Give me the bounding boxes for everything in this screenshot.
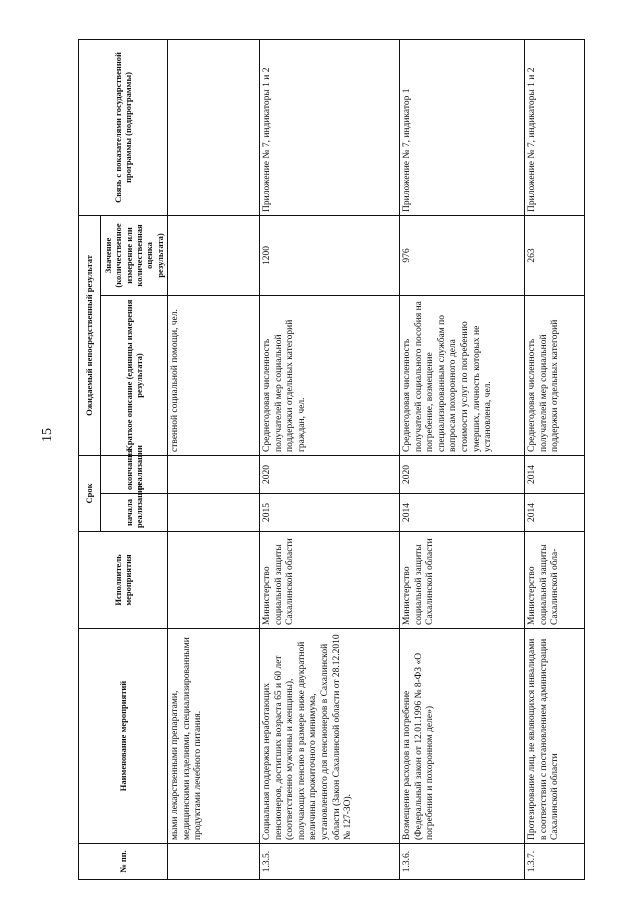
row-executor: Министерство социальной защиты Сахалинской области [400, 532, 525, 629]
row-num: 1.3.7. [525, 844, 585, 880]
row-desc: Среднегодовая численность получателей мер социальной поддержки отдельных категорий [525, 295, 585, 455]
row-start: 2015 [260, 494, 400, 532]
row-name: Возмещение расходов на погребение (Федеральный закон от 12.01.1996 № 8-ФЗ «О погребении и похоронном деле») [400, 629, 525, 844]
row-executor [168, 532, 260, 629]
row-link: Приложение № 7, индикатор 1 [400, 39, 525, 215]
header-executor: Исполнитель мероприятия [79, 532, 168, 629]
header-term-end: окончания реализации [101, 455, 168, 493]
row-desc: ственной социальной помощи, чел. [168, 295, 260, 455]
header-expected: Ожидаемый непосредственный результат [79, 215, 101, 455]
row-end [168, 455, 260, 493]
table-row [525, 39, 585, 879]
table-row [260, 39, 400, 879]
table-row [400, 39, 525, 879]
header-term-start: начала реализации [101, 494, 168, 532]
header-link: Связь с показателями государственной программы (подпрограммы) [79, 39, 168, 215]
row-desc: Среднегодовая численность получателей социального пособия на погребение, возмещение специализированным службам по вопросам похоронного дела стоимости услуг по погребению умерших, личность которых не установлена, чел. [400, 295, 525, 455]
header-name: Наименование мероприятий [79, 629, 168, 844]
row-value: 263 [525, 215, 585, 295]
page-number: 15 [40, 428, 55, 442]
header-row-1 [79, 39, 101, 879]
row-executor: Министерство социальной защиты Сахалинской области [260, 532, 400, 629]
row-start [168, 494, 260, 532]
header-value: Значение (количественное измерение или количественная оценка результата) [101, 215, 168, 295]
row-value: 1200 [260, 215, 400, 295]
header-term: Срок [79, 455, 101, 531]
row-value: 976 [400, 215, 525, 295]
row-num: 1.3.6. [400, 844, 525, 880]
header-num: № пп. [79, 844, 168, 880]
row-name: мыми лекарственными препаратами, медицинскими изделиями, специализированными продуктами лечебного питания. [168, 629, 260, 844]
rotated-table-page [78, 40, 638, 880]
row-end: 2014 [525, 455, 585, 493]
table-row [168, 39, 260, 879]
row-link: Приложение № 7, индикаторы 1 и 2 [260, 39, 400, 215]
row-num: 1.3.5. [260, 844, 400, 880]
row-link [168, 39, 260, 215]
row-link: Приложение № 7, индикаторы 1 и 2 [525, 39, 585, 215]
row-num [168, 844, 260, 880]
row-start: 2014 [400, 494, 525, 532]
row-end: 2020 [400, 455, 525, 493]
row-name: Социальная поддержка неработающих пенсионеров, достигших возраста 65 и 60 лет (соответственно мужчины и женщины), получающих пенсию в размере ниже двукратной величины прожиточного минимума, установленного для пенсионеров в Сахалинской области (Закон Сахалинской области от 28.12.2010 № 127-ЗО). [260, 629, 400, 844]
header-desc: Краткое описание (единицы измерения результата) [101, 295, 168, 455]
row-name: Протезирование лиц, не являющихся инвалидами в соответствии с постановлением администрации Сахалинской области [525, 629, 585, 844]
row-end: 2020 [260, 455, 400, 493]
row-executor: Министерство социальной защиты Сахалинской обла- [525, 532, 585, 629]
row-start: 2014 [525, 494, 585, 532]
row-value [168, 215, 260, 295]
row-desc: Среднегодовая численность получателей мер социальной поддержки отдельных категорий граждан, чел. [260, 295, 400, 455]
measures-table [78, 39, 585, 880]
